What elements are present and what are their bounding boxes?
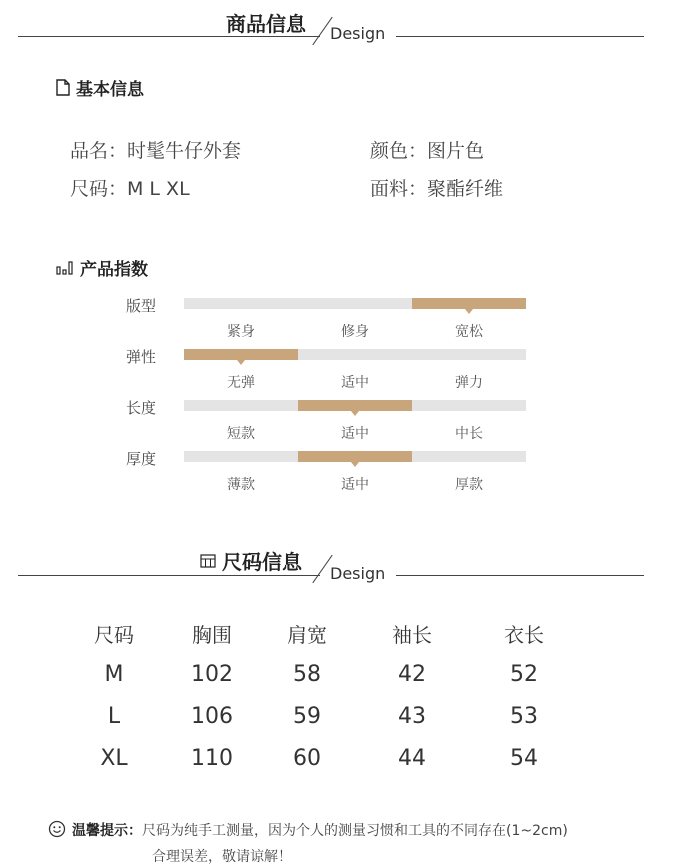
index-selected-segment bbox=[184, 349, 298, 360]
table-header-cell: 胸围 bbox=[192, 623, 232, 647]
smile-icon bbox=[48, 820, 66, 842]
table-header-cell: 袖长 bbox=[392, 623, 432, 647]
table-cell: 42 bbox=[398, 662, 426, 687]
index-option: 修身 bbox=[341, 324, 369, 340]
table-cell: M bbox=[104, 662, 124, 687]
index-selected-segment bbox=[298, 451, 412, 462]
section-design-label: Design bbox=[330, 24, 386, 43]
table-header-cell: 衣长 bbox=[504, 623, 544, 647]
basic-info-title: 基本信息 bbox=[76, 80, 144, 100]
product-index-heading bbox=[56, 255, 148, 280]
index-pointer bbox=[237, 360, 245, 365]
index-option: 中长 bbox=[455, 426, 483, 442]
index-label: 版型 bbox=[126, 297, 157, 315]
index-option: 宽松 bbox=[455, 324, 483, 340]
index-pointer bbox=[465, 309, 473, 314]
index-track bbox=[184, 298, 526, 309]
table-cell: 106 bbox=[191, 704, 233, 729]
table-cell: 59 bbox=[293, 704, 321, 729]
index-option: 适中 bbox=[341, 477, 369, 493]
size-section-design-label: Design bbox=[330, 564, 386, 583]
table-header-cell: 尺码 bbox=[94, 623, 134, 647]
product-index-title: 产品指数 bbox=[80, 260, 148, 280]
table-cell: 53 bbox=[510, 704, 538, 729]
table-header-cell: 肩宽 bbox=[287, 623, 327, 647]
basic-info-heading bbox=[56, 75, 144, 100]
index-label: 长度 bbox=[126, 399, 157, 417]
index-track bbox=[184, 451, 526, 462]
product-name: 品名：时髦牛仔外套 bbox=[70, 140, 242, 162]
product-material: 面料：聚酯纤维 bbox=[370, 178, 504, 200]
index-option: 弹力 bbox=[455, 375, 483, 391]
index-selected-segment bbox=[298, 400, 412, 411]
table-cell: L bbox=[107, 704, 121, 729]
index-option: 紧身 bbox=[227, 324, 255, 340]
index-option: 厚款 bbox=[455, 477, 483, 493]
size-section-heading bbox=[200, 546, 302, 575]
table-cell: 54 bbox=[510, 746, 538, 771]
index-option: 无弹 bbox=[227, 375, 255, 391]
product-color: 颜色：图片色 bbox=[370, 140, 485, 162]
table-cell: XL bbox=[100, 746, 128, 771]
index-selected-segment bbox=[412, 298, 526, 309]
grid-icon bbox=[200, 554, 216, 568]
index-label: 弹性 bbox=[126, 348, 157, 366]
table-cell: 44 bbox=[398, 746, 426, 771]
index-pointer bbox=[351, 411, 359, 416]
table-cell: 43 bbox=[398, 704, 426, 729]
table-cell: 102 bbox=[191, 662, 233, 687]
size-header-line-right bbox=[396, 575, 644, 576]
product-size: 尺码：M L XL bbox=[70, 178, 190, 200]
header-line-right bbox=[396, 36, 644, 37]
table-cell: 110 bbox=[191, 746, 233, 771]
document-icon bbox=[56, 79, 70, 96]
tip-text-2: 合理误差，敬请谅解！ bbox=[152, 849, 292, 865]
size-section-title: 尺码信息 bbox=[222, 550, 302, 574]
index-option: 适中 bbox=[341, 375, 369, 391]
size-header-line-left bbox=[18, 575, 320, 576]
table-cell: 58 bbox=[293, 662, 321, 687]
index-pointer bbox=[351, 462, 359, 467]
index-option: 适中 bbox=[341, 426, 369, 442]
index-label: 厚度 bbox=[126, 450, 157, 468]
index-option: 短款 bbox=[227, 426, 255, 442]
table-cell: 52 bbox=[510, 662, 538, 687]
bar-chart-icon bbox=[56, 261, 74, 275]
tip-line-1 bbox=[72, 820, 568, 840]
tip-label: 温馨提示： bbox=[72, 823, 142, 839]
index-option: 薄款 bbox=[227, 477, 255, 493]
section-title-product: 商品信息 bbox=[226, 12, 306, 36]
index-track bbox=[184, 400, 526, 411]
tip-text-1: 尺码为纯手工测量，因为个人的测量习惯和工具的不同存在(1~2cm) bbox=[142, 823, 568, 839]
index-track bbox=[184, 349, 526, 360]
table-cell: 60 bbox=[293, 746, 321, 771]
